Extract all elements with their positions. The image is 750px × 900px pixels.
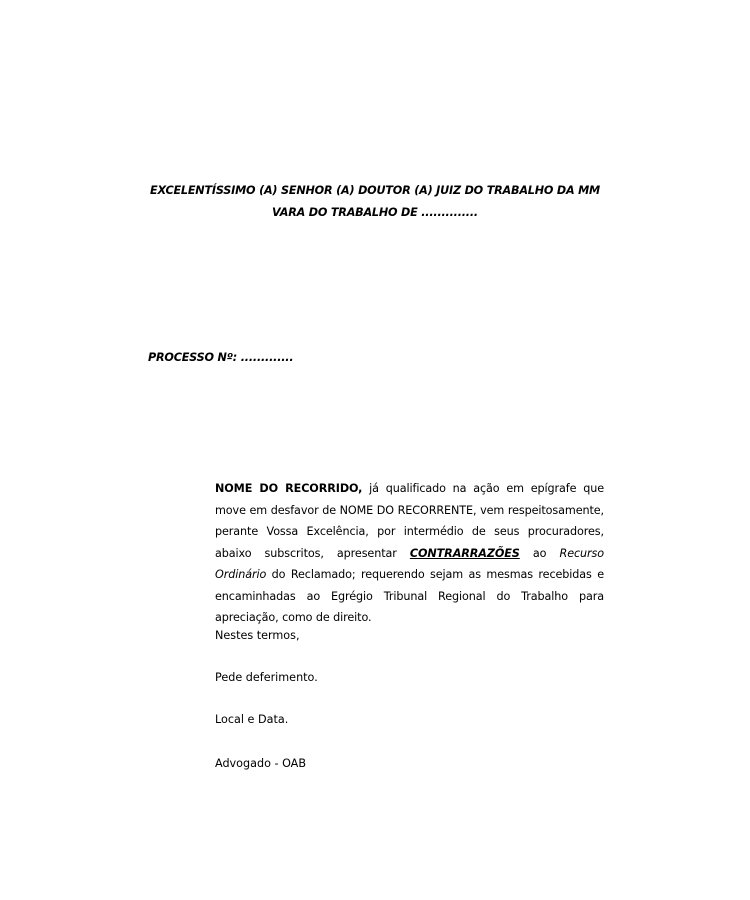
addressee-line-1: EXCELENTÍSSIMO (A) SENHOR (A) DOUTOR (A) JUIZ DO TRABALHO DA MM: [150, 184, 600, 197]
addressee-line-2: VARA DO TRABALHO DE ..............: [272, 206, 478, 219]
paragraph-text-1: já qualificado na ação em epígrafe que move em desfavor de NOME DO RECORRENTE, vem respeitosamente, perante Vossa Excelência, por intermédio de seus procuradores, abaixo subscritos, apresentar: [215, 482, 605, 560]
recurso-term: Recurso Ordinário: [215, 546, 604, 581]
contrarrazoes-term: CONTRARRAZÕES: [409, 546, 520, 560]
paragraph-text-3: do Reclamado; requerendo sejam as mesmas recebidas e encaminhadas ao Egrégio Tribunal Regional do Trabalho para apreciação, como de direito.: [215, 568, 604, 624]
closing-deferimento: Pede deferimento.: [215, 671, 318, 684]
recorrido-name: NOME DO RECORRIDO,: [215, 482, 363, 495]
closing-termos: Nestes termos,: [215, 629, 300, 642]
closing-local-data: Local e Data.: [215, 713, 289, 726]
addressee-heading: [120, 180, 630, 224]
closing-advogado: Advogado - OAB: [215, 757, 307, 770]
petition-paragraph: [215, 478, 604, 629]
process-number: PROCESSO Nº: .............: [148, 351, 294, 364]
paragraph-text-2: ao: [519, 546, 560, 560]
